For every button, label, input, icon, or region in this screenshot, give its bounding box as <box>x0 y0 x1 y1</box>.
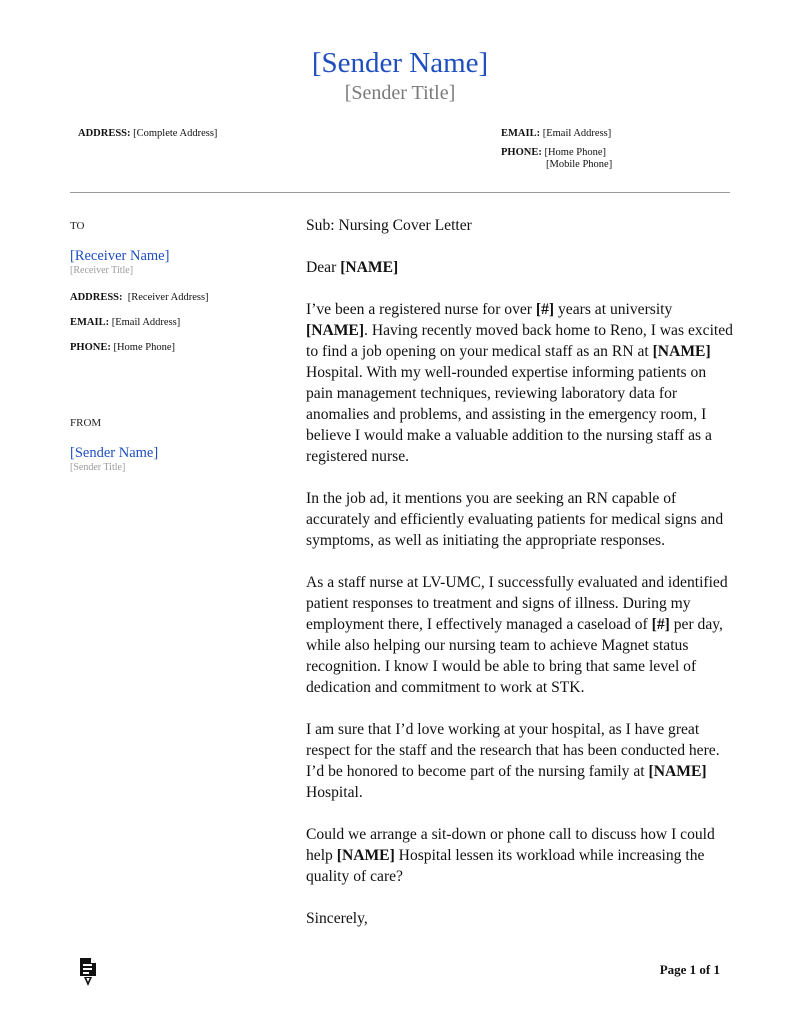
header-email-value: [Email Address] <box>542 128 612 139</box>
letter-paragraph-5 <box>306 824 736 887</box>
p1-text: years at university <box>554 301 673 318</box>
receiver-email-label: EMAIL: <box>70 317 110 328</box>
header-email-label: EMAIL: <box>501 128 541 139</box>
from-label: FROM <box>70 417 102 429</box>
receiver-address-value: [Receiver Address] <box>127 292 209 303</box>
p5-text: Could we arrange a sit-down or phone call to discuss how I could help <box>306 826 715 864</box>
letter-salutation <box>306 257 736 278</box>
from-sender-name: [Sender Name] <box>70 445 159 461</box>
letter-body <box>306 215 736 950</box>
p4-placeholder: [NAME] <box>648 763 707 780</box>
receiver-name: [Receiver Name] <box>70 248 170 264</box>
letter-subject: Sub: Nursing Cover Letter <box>306 217 472 234</box>
receiver-email-value: [Email Address] <box>111 317 181 328</box>
receiver-address <box>70 292 209 304</box>
p4-text: I am sure that I’d love working at your hospital, as I have great respect for the staff and the research that has been conducted here. I’d be honored to become part of the nursing family at <box>306 721 720 780</box>
header-phone-label: PHONE: <box>501 147 542 158</box>
header-address-value: [Complete Address] <box>133 128 218 139</box>
letter-paragraph-2: In the job ad, it mentions you are seeking an RN capable of accurately and efficiently evaluating patients for medical signs and symptoms, as well as initiating the appropriate responses. <box>306 490 724 549</box>
p5-text: Hospital lessen its workload while increasing the quality of care? <box>306 847 705 885</box>
header-email <box>501 128 611 140</box>
p1-placeholder: [NAME] <box>306 322 365 339</box>
letter-paragraph-1 <box>306 299 736 467</box>
header-address-label: ADDRESS: <box>78 128 131 139</box>
p4-text: Hospital. <box>306 784 363 801</box>
p1-placeholder: [NAME] <box>652 343 711 360</box>
letter-paragraph-3 <box>306 572 736 698</box>
p3-text: As a staff nurse at LV-UMC, I successfully evaluated and identified patient responses to treatment and signs of illness. During my employment there, I effectively managed a caseload of <box>306 574 728 633</box>
from-sender-title: [Sender Title] <box>70 462 126 473</box>
to-label: TO <box>70 220 85 232</box>
receiver-title: [Receiver Title] <box>70 265 134 276</box>
p3-text: per day, while also helping our nursing team to achieve Magnet status recognition. I know I would be able to bring that same level of dedication and commitment to work at STK. <box>306 616 723 696</box>
header-phone-mobile: [Mobile Phone] <box>546 159 613 170</box>
sender-name-heading: [Sender Name] <box>311 47 489 79</box>
p1-placeholder: [#] <box>535 301 555 318</box>
sender-title-heading: [Sender Title] <box>344 82 456 104</box>
salutation-name: [NAME] <box>340 259 399 276</box>
receiver-address-label: ADDRESS: <box>70 292 123 303</box>
header-phone <box>501 147 606 159</box>
letter-paragraph-4 <box>306 719 736 803</box>
p5-placeholder: [NAME] <box>336 847 395 864</box>
receiver-email <box>70 317 180 329</box>
receiver-phone <box>70 342 175 354</box>
receiver-phone-label: PHONE: <box>70 342 111 353</box>
header-phone-home: [Home Phone] <box>544 147 606 158</box>
p3-placeholder: [#] <box>651 616 670 633</box>
p1-text: I’ve been a registered nurse for over <box>306 301 536 318</box>
p1-text: . Having recently moved back home to Reno, I was excited to find a job opening on your medical staff as an RN at <box>306 322 733 360</box>
header-address <box>78 128 217 140</box>
p1-text: Hospital. With my well-rounded expertise informing patients on pain management techniques, reviewing laboratory data for anomalies and problems, and assisting in the emergency room, I believe I would make a valuable addition to the nursing staff as a registered nurse. <box>306 364 712 465</box>
page-number: Page 1 of 1 <box>659 962 720 977</box>
letter-closing: Sincerely, <box>306 910 368 927</box>
header-divider <box>70 192 730 193</box>
salutation-prefix: Dear <box>306 259 337 276</box>
document-pen-icon <box>78 957 98 987</box>
receiver-phone-value: [Home Phone] <box>113 342 175 353</box>
